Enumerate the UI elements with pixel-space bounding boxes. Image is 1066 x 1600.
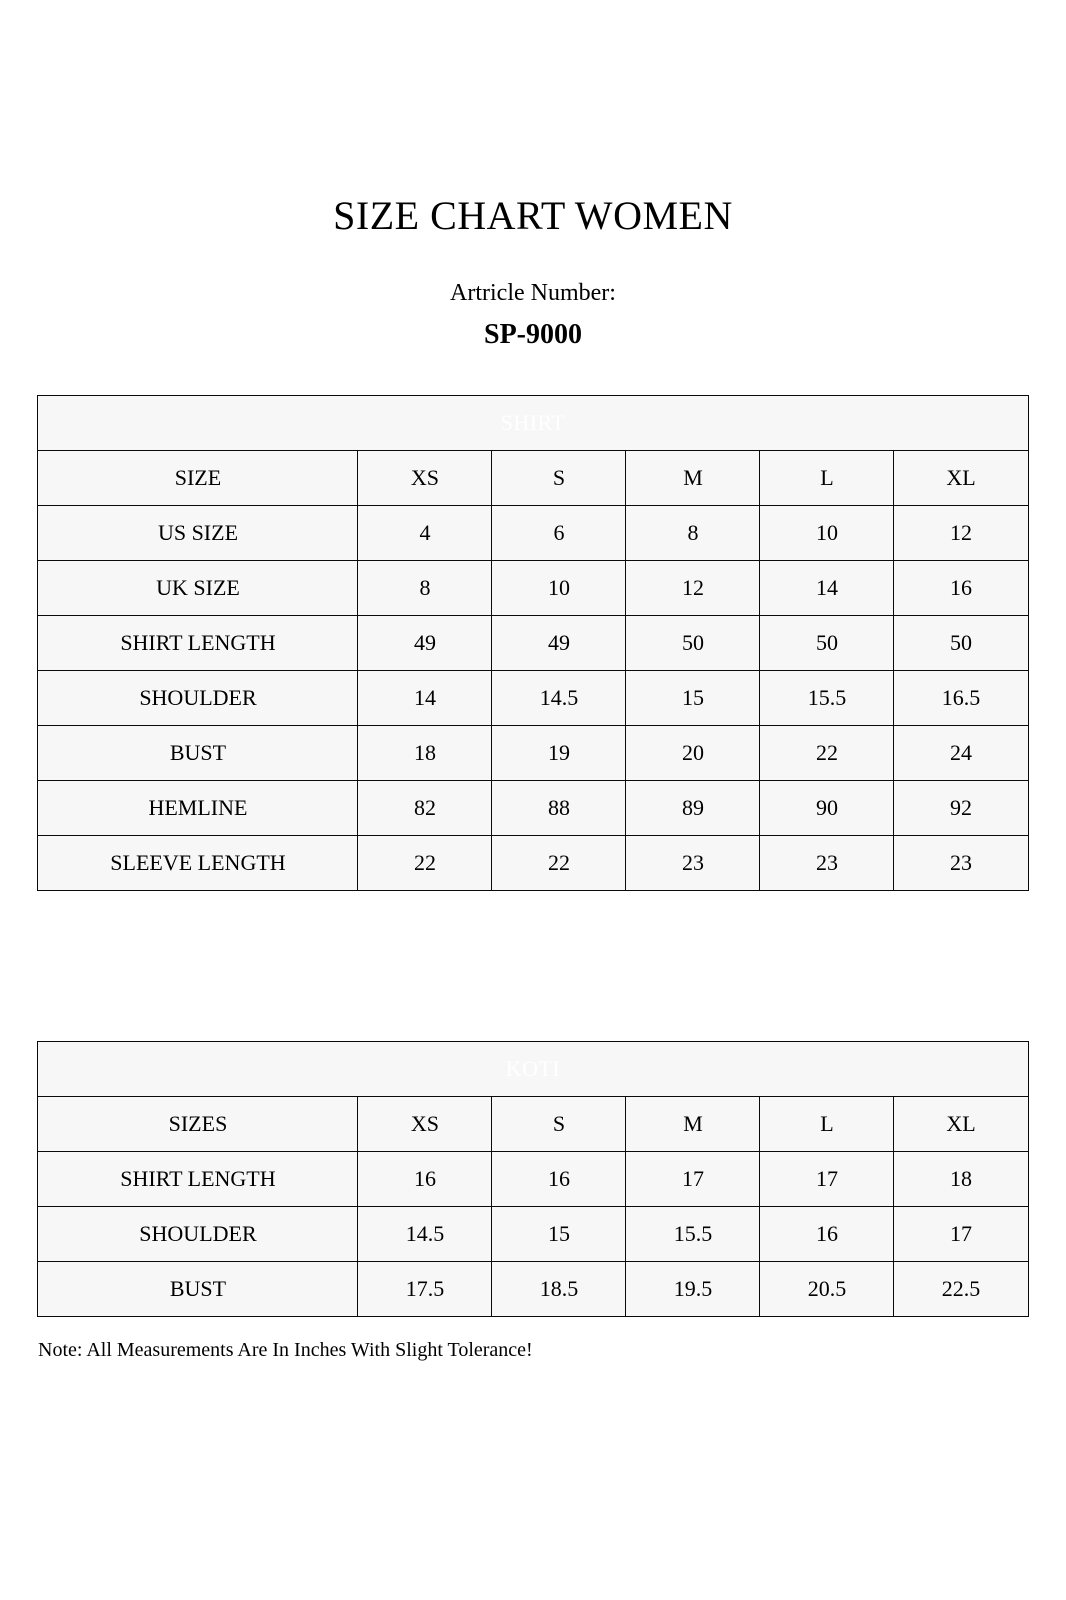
cell-value: 92 <box>894 781 1028 836</box>
cell-value: 17.5 <box>358 1262 492 1317</box>
table-row <box>38 1097 1028 1152</box>
table-row <box>38 1152 1028 1207</box>
cell-value: 16 <box>358 1152 492 1207</box>
cell-value: M <box>626 1097 760 1152</box>
row-label: BUST <box>38 1262 358 1317</box>
cell-value: 23 <box>626 836 760 891</box>
row-label: BUST <box>38 726 358 781</box>
cell-value: 18.5 <box>492 1262 626 1317</box>
table-row <box>38 1207 1028 1262</box>
row-label: SHIRT LENGTH <box>38 1152 358 1207</box>
cell-value: 17 <box>894 1207 1028 1262</box>
cell-value: 17 <box>626 1152 760 1207</box>
cell-value: 15.5 <box>626 1207 760 1262</box>
article-number-value: SP-9000 <box>484 319 582 351</box>
table-row <box>38 781 1028 836</box>
cell-value: 22.5 <box>894 1262 1028 1317</box>
cell-value: 22 <box>358 836 492 891</box>
cell-value: 49 <box>492 616 626 671</box>
table-section-header <box>38 1042 1028 1097</box>
row-label: SLEEVE LENGTH <box>38 836 358 891</box>
cell-value: XL <box>894 451 1028 506</box>
cell-value: 49 <box>358 616 492 671</box>
cell-value: 8 <box>626 506 760 561</box>
cell-value: XS <box>358 451 492 506</box>
row-label: SHOULDER <box>38 1207 358 1262</box>
cell-value: L <box>760 451 894 506</box>
row-label: HEMLINE <box>38 781 358 836</box>
shirt-table-block <box>28 395 1038 891</box>
cell-value: 15.5 <box>760 671 894 726</box>
cell-value: 12 <box>894 506 1028 561</box>
cell-value: 4 <box>358 506 492 561</box>
table-row <box>38 671 1028 726</box>
cell-value: 50 <box>626 616 760 671</box>
cell-value: 15 <box>626 671 760 726</box>
cell-value: 24 <box>894 726 1028 781</box>
cell-value: S <box>492 1097 626 1152</box>
cell-value: XL <box>894 1097 1028 1152</box>
cell-value: 14.5 <box>358 1207 492 1262</box>
cell-value: 19.5 <box>626 1262 760 1317</box>
cell-value: 18 <box>358 726 492 781</box>
page-title: SIZE CHART WOMEN <box>333 193 733 238</box>
row-label: SHOULDER <box>38 671 358 726</box>
cell-value: 12 <box>626 561 760 616</box>
cell-value: 16 <box>760 1207 894 1262</box>
cell-value: 14.5 <box>492 671 626 726</box>
cell-value: 22 <box>760 726 894 781</box>
cell-value: 50 <box>760 616 894 671</box>
cell-value: 15 <box>492 1207 626 1262</box>
shirt-section-title: SHIRT <box>38 396 1028 451</box>
table-row <box>38 1262 1028 1317</box>
measurement-note: Note: All Measurements Are In Inches With Slight Tolerance! <box>38 1339 533 1362</box>
table-row <box>38 451 1028 506</box>
cell-value: 20.5 <box>760 1262 894 1317</box>
cell-value: 89 <box>626 781 760 836</box>
cell-value: 17 <box>760 1152 894 1207</box>
cell-value: 22 <box>492 836 626 891</box>
cell-value: 20 <box>626 726 760 781</box>
cell-value: L <box>760 1097 894 1152</box>
table-row <box>38 561 1028 616</box>
cell-value: 16.5 <box>894 671 1028 726</box>
cell-value: 10 <box>760 506 894 561</box>
row-label: SIZE <box>38 451 358 506</box>
koti-table-block <box>28 1041 1038 1317</box>
koti-size-table <box>37 1041 1028 1317</box>
cell-value: 90 <box>760 781 894 836</box>
row-label: SIZES <box>38 1097 358 1152</box>
table-row <box>38 836 1028 891</box>
cell-value: 82 <box>358 781 492 836</box>
shirt-size-table <box>37 395 1028 891</box>
cell-value: 50 <box>894 616 1028 671</box>
cell-value: 23 <box>894 836 1028 891</box>
table-section-header <box>38 396 1028 451</box>
cell-value: 18 <box>894 1152 1028 1207</box>
cell-value: 10 <box>492 561 626 616</box>
row-label: UK SIZE <box>38 561 358 616</box>
table-row <box>38 726 1028 781</box>
koti-section-title: KOTI <box>38 1042 1028 1097</box>
row-label: SHIRT LENGTH <box>38 616 358 671</box>
cell-value: 19 <box>492 726 626 781</box>
cell-value: 8 <box>358 561 492 616</box>
cell-value: 6 <box>492 506 626 561</box>
table-row <box>38 506 1028 561</box>
cell-value: M <box>626 451 760 506</box>
article-number-label: Artricle Number: <box>450 280 616 306</box>
cell-value: 14 <box>358 671 492 726</box>
cell-value: 23 <box>760 836 894 891</box>
cell-value: 88 <box>492 781 626 836</box>
cell-value: 14 <box>760 561 894 616</box>
cell-value: 16 <box>492 1152 626 1207</box>
cell-value: XS <box>358 1097 492 1152</box>
cell-value: S <box>492 451 626 506</box>
cell-value: 16 <box>894 561 1028 616</box>
table-row <box>38 616 1028 671</box>
row-label: US SIZE <box>38 506 358 561</box>
